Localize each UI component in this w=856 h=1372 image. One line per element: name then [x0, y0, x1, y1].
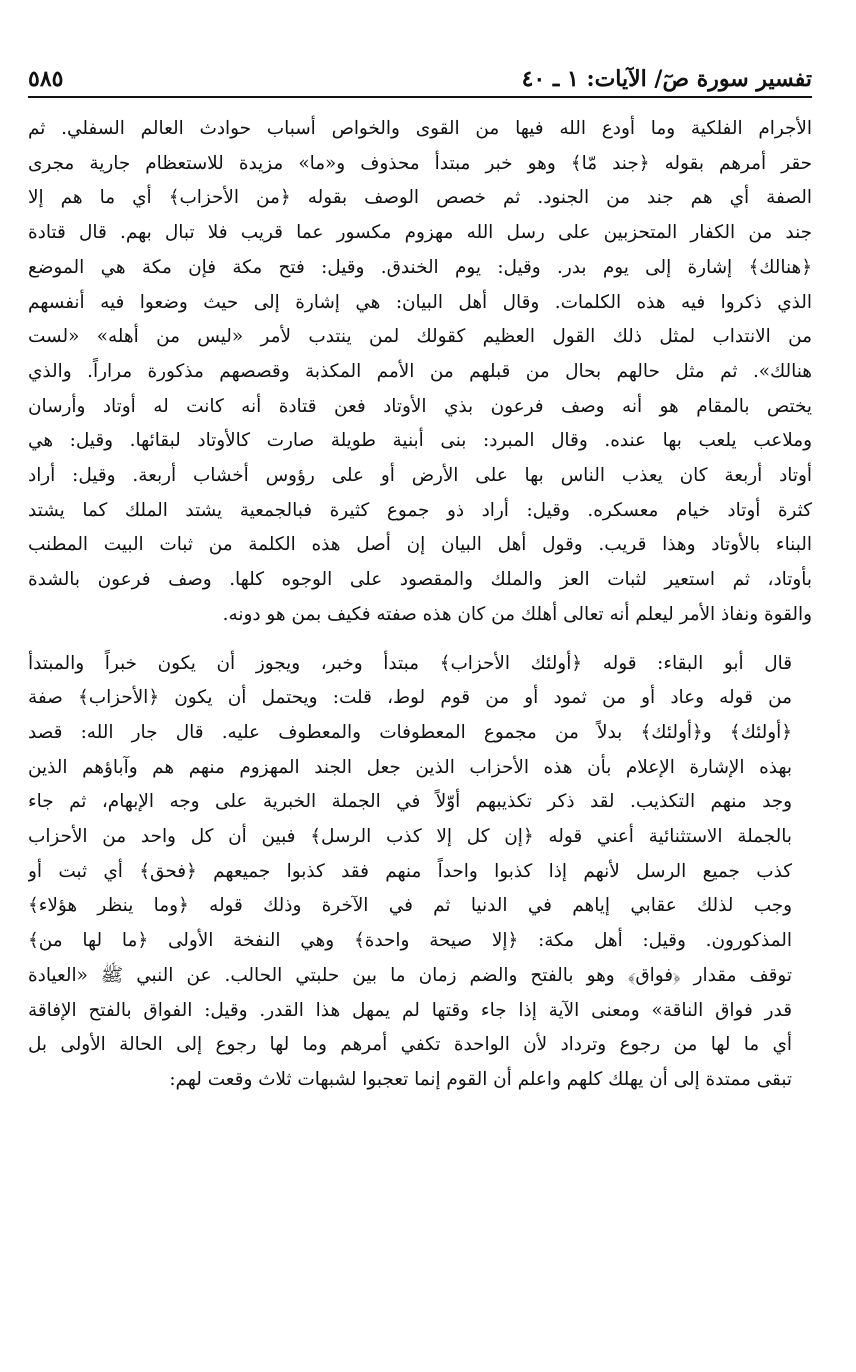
text-line: بهذه الإشارة الإعلام بأن هذه الأحزاب الذين جعل الجند المهزوم منهم هم وآباؤهم الذين — [28, 756, 792, 778]
text-line: تبقى ممتدة إلى أن يهلك كلهم واعلم أن القوم إنما تعجبوا لشبهات ثلاث وقعت لهم: — [169, 1068, 792, 1090]
text-line: البناء بالأوتاد وهذا قريب. وقول أهل البيان إن أصل هذه الكلمة من ثبات البيت المطنب — [28, 534, 812, 556]
text-line: هنالك». ثم مثل حالهم بحال من قبلهم من الأمم المكذبة وقصصهم مذكورة مراراً. والذي — [28, 360, 812, 382]
text-line: ﴿أولئك﴾ و﴿أولئك﴾ بدلاً من مجموع المعطوفات والمعطوف عليه. قال جار الله: قصد — [28, 721, 792, 743]
running-header — [28, 56, 812, 92]
text-line: أي ما لها من رجوع وترداد لأن الواحدة تكفي أمرهم وما لها رجوع إلى الحالة الأولى بل — [28, 1034, 792, 1056]
text-line: جند من الكفار المتحزبين على رسل الله مهزوم مكسور عما قريب فلا تبال بهم. قال قتادة — [28, 222, 812, 244]
text-line: توقف مقدار ﴿فواق﴾ وهو بالفتح والضم زمان ما بين حلبتي الحالب. عن النبي ﷺ «العيادة — [28, 964, 792, 986]
text-line: يختص بالمقام هو أنه وصف فرعون بذي الأوتاد فعن قتادة أنه كانت له أوتاد وأرسان — [28, 395, 812, 417]
paragraph-1 — [28, 112, 812, 633]
running-title: تفسير سورة صٓ/ الآيات: ١ ـ ٤٠ — [521, 66, 812, 92]
text-line: وجد منهم التكذيب. لقد ذكر تكذيبهم أوّلاً في الجملة الخبرية على وجه الإبهام، ثم جاء — [28, 791, 792, 813]
text-line: المذكورون. وقيل: أهل مكة: ﴿إلا صيحة واحدة﴾ وهي النفخة الأولى ﴿ما لها من﴾ — [28, 930, 792, 952]
text-line: من قوله وعاد أو من ثمود أو من قوم لوط، قلت: ويحتمل أن يكون ﴿الأحزاب﴾ صفة — [28, 687, 792, 709]
text-line: قدر فواق الناقة» ومعنى الآية إذا جاء وقتها لم يمهل هذا القدر. وقيل: الفواق بالفتح الإفاقة — [28, 999, 792, 1021]
text-line: والقوة ونفاذ الأمر ليعلم أنه تعالى أهلك من كان هذه صفته فكيف بمن هو دونه. — [222, 603, 812, 625]
text-line: من الانتداب لمثل ذلك القول العظيم كقولك لمن ينتدب لأمر «ليس من أهله» «لست — [28, 326, 812, 348]
text-line: قال أبو البقاء: قوله ﴿أولئك الأحزاب﴾ مبتدأ وخبر، ويجوز أن يكون خبراً والمبتدأ — [28, 652, 792, 674]
paragraph-2 — [28, 647, 812, 1098]
text-line: وجب لذلك عقابي إياهم في الدنيا ثم في الآخرة وذلك قوله ﴿وما ينظر هؤلاء﴾ — [28, 895, 792, 917]
text-line: ﴿هنالك﴾ إشارة إلى يوم بدر. وقيل: يوم الخندق. وقيل: فتح مكة فإن مكة هي الموضع — [28, 256, 812, 278]
text-line: بأوتاد، ثم استعير لثبات العز والملك والمقصود على الوجوه كلها. وصف فرعون بالشدة — [28, 569, 812, 591]
page-number: ٥٨٥ — [28, 66, 64, 92]
page-body — [28, 112, 812, 1098]
text-line: أوتاد أربعة كان يعذب الناس بها على الأرض أو على رؤوس أخشاب أربعة. وقيل: أراد — [28, 465, 812, 487]
text-line: كثرة أوتاد خيام معسكره. وقيل: أراد ذو جموع كثيرة فبالجمعية يشتد الملك كما يشتد — [28, 499, 812, 521]
text-line: وملاعب يلعب بها عنده. وقال المبرد: بنى أبنية طويلة صارت كالأوتاد لبقائها. وقيل: هي — [28, 430, 812, 452]
text-line: الذي ذكروا فيه هذه الكلمات. وقال أهل البيان: هي إشارة إلى حيث وضعوا فيه أنفسهم — [28, 291, 812, 313]
text-line: بالجملة الاستثنائية أعني قوله ﴿إن كل إلا كذب الرسل﴾ فبين أن كل واحد من الأحزاب — [28, 826, 792, 848]
text-line: حقر أمرهم بقوله ﴿جند مّا﴾ وهو خبر مبتدأ محذوف و«ما» مزيدة للاستعظام جارية مجرى — [28, 152, 812, 174]
header-rule — [28, 96, 812, 98]
text-line: كذب جميع الرسل لأنهم إذا كذبوا واحداً منهم فقد كذبوا جميعهم ﴿فحق﴾ أي ثبت أو — [28, 860, 792, 882]
text-line: الأجرام الفلكية وما أودع الله فيها من القوى والخواص أسباب حوادث العالم السفلي. ثم — [28, 118, 812, 139]
text-line: الصفة أي هم جند من الجنود. ثم خصص الوصف بقوله ﴿من الأحزاب﴾ أي ما هم إلا — [28, 187, 812, 209]
